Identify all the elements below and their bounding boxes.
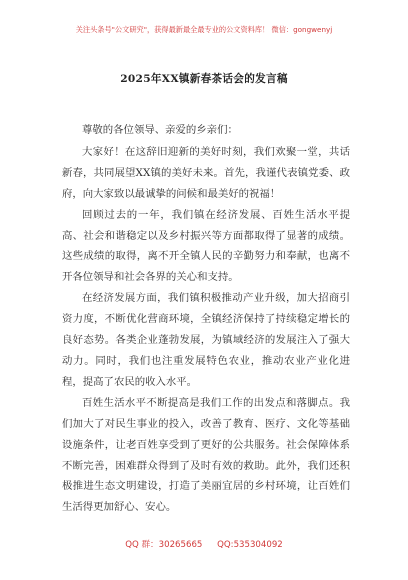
header-promo-note: 关注头条号"公文研究"，获得最新最全最专业的公文资料库！ 微信：gongwenyj [75,25,333,34]
paragraph-greeting: 大家好！在这辞旧迎新的美好时刻，我们欢聚一堂，共话新春，共同展望XX镇的美好未来。首先，我谨代表镇党委、政府，向大家致以最诚挚的问候和最美好的祝福！ [62,145,350,200]
qq-group-number: QQ 群：30265665 [125,540,203,550]
document-body [62,120,350,518]
document-title: 2025年XX镇新春茶话会的发言稿 [120,73,288,85]
paragraph-review: 回顾过去的一年，我们镇在经济发展、百姓生活水平提高、社会和谐稳定以及乡村振兴等方面都取得了显著的成绩。这些成绩的取得，离不开全镇人民的辛勤努力和奉献，也离不开各位领导和社会各界的关心和支持。 [62,208,350,284]
footer-contact [0,538,408,550]
paragraph-livelihood: 百姓生活水平不断提高是我们工作的出发点和落脚点。我们加大了对民生事业的投入，改善了教育、医疗、文化等基础设施条件，让老百姓享受到了更好的公共服务。社会保障体系不断完善，困难群众得到了及时有效的救助。此外，我们还积极推进生态文明建设，打造了美丽宜居的乡村环境，让百姓们生活得更加舒心、安心。 [62,396,350,514]
qq-number: QQ:535304092 [217,540,283,550]
salutation: 尊敬的各位领导、亲爱的乡亲们： [82,124,238,136]
paragraph-economy: 在经济发展方面，我们镇积极推动产业升级，加大招商引资力度，不断优化营商环境，全镇经济保持了持续稳定增长的良好态势。各类企业蓬勃发展，为镇域经济的发展注入了强大动力。同时，我们也注重发展特色农业，推动农业产业化进程，提高了农民的收入水平。 [62,292,350,388]
